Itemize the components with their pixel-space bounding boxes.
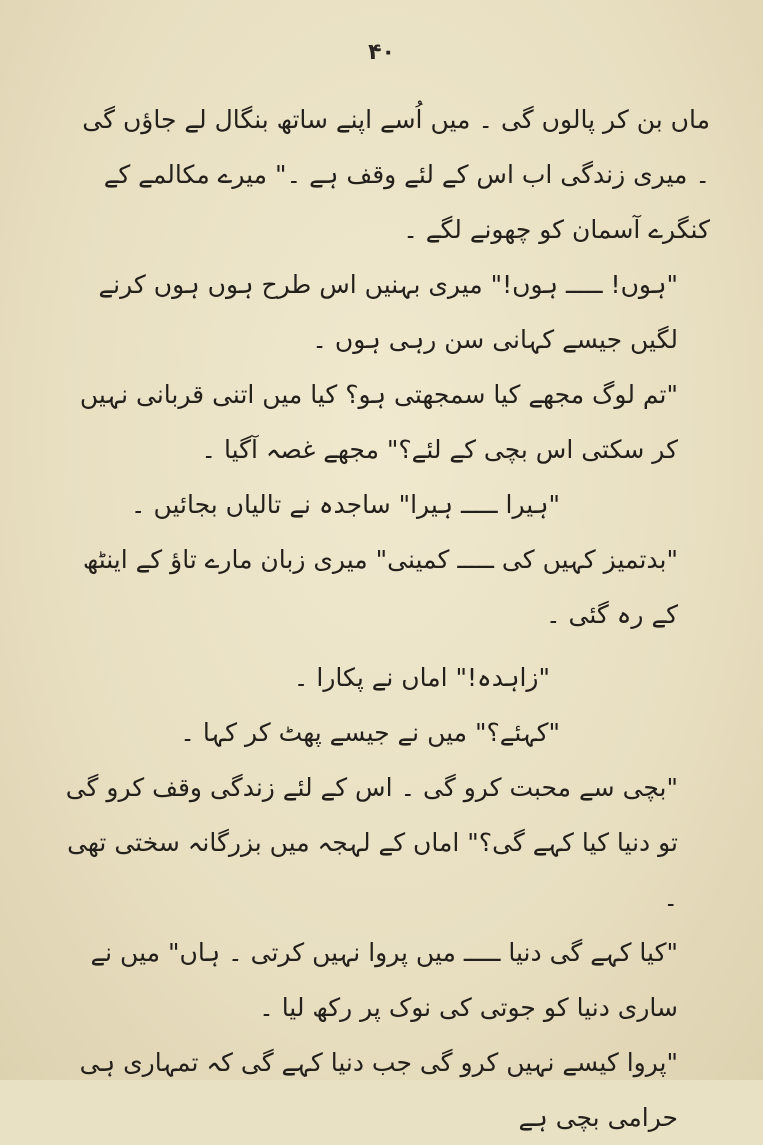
- paragraph-6: "زاہدہ!" اماں نے پکارا ۔: [293, 663, 550, 692]
- paragraph-9: "کیا کہے گی دنیا ـــــ میں پروا نہیں کرتی ۔ ہاں" میں نے ساری دنیا کو جوتی کی نوک پر رکھ لیا ۔: [90, 938, 678, 1022]
- paragraph-8: "بچی سے محبت کرو گی ۔ اس کے لئے زندگی وقف کرو گی تو دنیا کیا کہے گی؟" اماں کے لہجہ میں بزرگانہ سختی تھی ۔: [65, 773, 678, 912]
- paragraph-7: "کہئے؟" میں نے جیسے پھٹ کر کہا ۔: [180, 718, 560, 747]
- paragraph-10: "پروا کیسے نہیں کرو گی جب دنیا کہے گی کہ تمہاری ہی حرامی بچی ہے: [79, 1048, 678, 1132]
- page-text: [62, 92, 710, 1145]
- paragraph-3: "تم لوگ مجھے کیا سمجھتی ہو؟ کیا میں اتنی قربانی نہیں کر سکتی اس بچی کے لئے؟" مجھے غصہ آگیا ۔: [79, 380, 678, 464]
- paragraph-5: "بدتمیز کہیں کی ـــــ کمینی" میری زبان مارے تاؤ کے اینٹھ کے رہ گئی ۔: [82, 545, 678, 629]
- page-number: ۴۰: [368, 40, 395, 65]
- paragraph-1: ماں بن کر پالوں گی ۔ میں اُسے اپنے ساتھ بنگال لے جاؤں گی ۔ میری زندگی اب اس کے لئے وقف ہے ۔" میرے مکالمے کے کنگرے آسمان کو چھونے لگے ۔: [82, 105, 710, 244]
- paragraph-2: "ہوں! ـــــ ہوں!" میری بہنیں اس طرح ہوں ہوں کرنے لگیں جیسے کہانی سن رہی ہوں ۔: [98, 270, 678, 354]
- paragraph-4: "ہیرا ـــــ ہیرا" ساجدہ نے تالیاں بجائیں ۔: [130, 490, 560, 519]
